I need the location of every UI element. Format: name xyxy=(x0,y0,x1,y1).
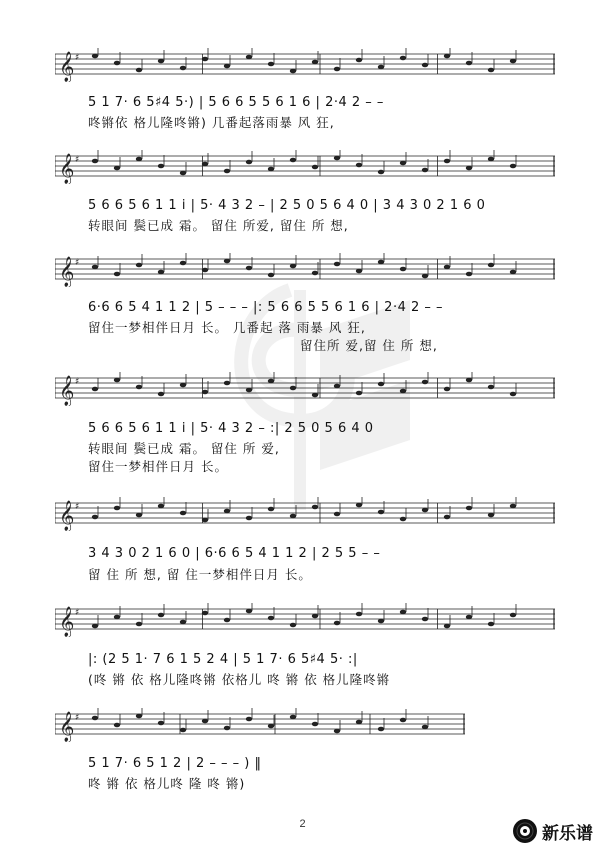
note-head xyxy=(312,165,318,170)
note-head xyxy=(268,167,274,172)
lyrics-row: 留住所 爱,留 住 所 想, xyxy=(300,338,438,353)
note-head xyxy=(224,509,230,514)
note-head xyxy=(466,378,472,383)
note-head xyxy=(246,609,252,614)
note-head xyxy=(92,159,98,164)
note-head xyxy=(268,724,274,729)
key-sharp-icon: ♯ xyxy=(75,155,80,165)
note-head xyxy=(334,262,340,267)
note-head xyxy=(488,513,494,518)
note-head xyxy=(290,386,296,391)
note-head xyxy=(334,621,340,626)
treble-clef-icon: 𝄞 xyxy=(59,52,75,82)
note-head xyxy=(246,516,252,521)
note-head xyxy=(312,393,318,398)
note-head xyxy=(290,264,296,269)
note-head xyxy=(224,381,230,386)
note-head xyxy=(92,515,98,520)
treble-clef-icon: 𝄞 xyxy=(59,607,75,637)
note-head xyxy=(158,613,164,618)
note-head xyxy=(268,616,274,621)
note-head xyxy=(444,54,450,59)
note-head xyxy=(466,506,472,511)
note-head xyxy=(356,720,362,725)
note-head xyxy=(224,169,230,174)
note-head xyxy=(378,727,384,732)
note-head xyxy=(378,510,384,515)
note-head xyxy=(246,55,252,60)
note-head xyxy=(180,261,186,266)
note-head xyxy=(290,623,296,628)
note-head xyxy=(136,263,142,268)
note-head xyxy=(510,392,516,397)
note-head xyxy=(180,620,186,625)
note-head xyxy=(290,514,296,519)
staff-system-2 xyxy=(55,150,555,184)
staff-system-4 xyxy=(55,372,555,406)
staff-system-6 xyxy=(55,603,555,637)
lyrics-row: 咚 锵 依 格儿咚 隆 咚 锵) xyxy=(88,776,246,791)
note-head xyxy=(510,164,516,169)
note-head xyxy=(356,503,362,508)
note-head xyxy=(312,271,318,276)
note-head xyxy=(378,260,384,265)
key-sharp-icon: ♯ xyxy=(75,377,80,387)
note-head xyxy=(136,157,142,162)
note-head xyxy=(422,274,428,279)
note-head xyxy=(466,61,472,66)
note-head xyxy=(290,69,296,74)
note-head xyxy=(114,166,120,171)
note-head xyxy=(114,272,120,277)
note-head xyxy=(378,619,384,624)
note-head xyxy=(422,63,428,68)
key-sharp-icon: ♯ xyxy=(75,713,80,723)
note-head xyxy=(246,717,252,722)
note-head xyxy=(400,718,406,723)
vinyl-record-icon xyxy=(512,818,538,844)
note-head xyxy=(422,617,428,622)
note-head xyxy=(268,507,274,512)
lyrics-row: (咚 锵 依 格儿隆咚锵 依格儿 咚 锵 依 格儿隆咚锵 xyxy=(88,672,391,687)
note-head xyxy=(444,515,450,520)
note-head xyxy=(158,270,164,275)
note-head xyxy=(202,268,208,273)
note-head xyxy=(136,622,142,627)
note-head xyxy=(224,259,230,264)
note-head xyxy=(356,163,362,168)
note-head xyxy=(92,387,98,392)
note-head xyxy=(488,263,494,268)
note-head xyxy=(114,61,120,66)
note-head xyxy=(378,65,384,70)
numbered-notation-row: |: (2 5 1· 7 6 1 5 2 4 | 5 1 7· 6 5♯4 5· :| xyxy=(88,652,358,667)
note-head xyxy=(202,57,208,62)
brand-logo-text: 新乐谱 xyxy=(542,823,593,844)
note-head xyxy=(510,270,516,275)
note-head xyxy=(334,384,340,389)
key-sharp-icon: ♯ xyxy=(75,258,80,268)
note-head xyxy=(312,505,318,510)
note-head xyxy=(510,613,516,618)
treble-clef-icon: 𝄞 xyxy=(59,257,75,287)
page-number: 2 xyxy=(299,818,306,830)
note-head xyxy=(202,390,208,395)
key-sharp-icon: ♯ xyxy=(75,502,80,512)
note-head xyxy=(180,66,186,71)
note-head xyxy=(158,392,164,397)
note-head xyxy=(400,267,406,272)
note-head xyxy=(400,610,406,615)
note-head xyxy=(202,611,208,616)
note-head xyxy=(334,156,340,161)
note-head xyxy=(92,265,98,270)
note-head xyxy=(356,612,362,617)
note-head xyxy=(444,387,450,392)
note-head xyxy=(510,59,516,64)
note-head xyxy=(356,269,362,274)
key-sharp-icon: ♯ xyxy=(75,53,80,63)
note-head xyxy=(422,508,428,513)
treble-clef-icon: 𝄞 xyxy=(59,154,75,184)
note-head xyxy=(466,272,472,277)
note-head xyxy=(180,171,186,176)
note-head xyxy=(312,614,318,619)
note-head xyxy=(488,622,494,627)
note-head xyxy=(136,714,142,719)
note-head xyxy=(92,716,98,721)
lyrics-row: 转眼间 鬓已成 霜。 留住 所爱, 留住 所 想, xyxy=(88,218,349,233)
note-head xyxy=(114,506,120,511)
note-head xyxy=(202,518,208,523)
note-head xyxy=(180,383,186,388)
note-head xyxy=(488,68,494,73)
note-head xyxy=(290,715,296,720)
treble-clef-icon: 𝄞 xyxy=(59,712,75,742)
note-head xyxy=(444,265,450,270)
note-head xyxy=(114,378,120,383)
note-head xyxy=(400,517,406,522)
staff-system-7 xyxy=(55,708,465,742)
note-head xyxy=(312,722,318,727)
note-head xyxy=(334,67,340,72)
note-head xyxy=(246,160,252,165)
note-head xyxy=(158,721,164,726)
note-head xyxy=(268,379,274,384)
note-head xyxy=(312,60,318,65)
note-head xyxy=(268,273,274,278)
note-head xyxy=(356,58,362,63)
numbered-notation-row: 5 1 7· 6 5♯4 5·) | 5 6 6 5 5 6 1 6 | 2·4 2 – – xyxy=(88,95,384,110)
note-head xyxy=(400,389,406,394)
note-head xyxy=(246,388,252,393)
note-head xyxy=(180,728,186,733)
note-head xyxy=(400,56,406,61)
numbered-notation-row: 5 1 7· 6 5 1 2 | 2 – – – ) ‖ xyxy=(88,756,262,771)
note-head xyxy=(136,68,142,73)
note-head xyxy=(114,615,120,620)
brand-logo[interactable] xyxy=(512,818,593,844)
note-head xyxy=(92,54,98,59)
key-sharp-icon: ♯ xyxy=(75,608,80,618)
note-head xyxy=(378,382,384,387)
lyrics-row: 留住一梦相伴日月 长。 xyxy=(88,459,228,474)
staff-system-3 xyxy=(55,253,555,287)
numbered-notation-row: 3 4 3 0 2 1 6 0 | 6·6 6 5 4 1 1 2 | 2 5 5 – – xyxy=(88,546,381,561)
note-head xyxy=(158,59,164,64)
note-head xyxy=(92,624,98,629)
note-head xyxy=(158,504,164,509)
note-head xyxy=(224,64,230,69)
note-head xyxy=(224,726,230,731)
lyrics-row: 留 住 所 想, 留 住一梦相伴日月 长。 xyxy=(88,567,312,582)
note-head xyxy=(422,725,428,730)
lyrics-row: 转眼间 鬓已成 霜。 留住 所 爱, xyxy=(88,441,280,456)
lyrics-row: 留住一梦相伴日月 长。 几番起 落 雨暴 风 狂, xyxy=(88,320,366,335)
note-head xyxy=(202,719,208,724)
note-head xyxy=(466,166,472,171)
note-head xyxy=(224,618,230,623)
treble-clef-icon: 𝄞 xyxy=(59,501,75,531)
note-head xyxy=(400,161,406,166)
note-head xyxy=(378,170,384,175)
note-head xyxy=(180,511,186,516)
note-head xyxy=(136,513,142,518)
note-head xyxy=(488,385,494,390)
note-head xyxy=(334,512,340,517)
treble-clef-icon: 𝄞 xyxy=(59,376,75,406)
lyrics-row: 咚锵依 格儿隆咚锵) 几番起落雨暴 风 狂, xyxy=(88,115,335,130)
note-head xyxy=(246,266,252,271)
note-head xyxy=(334,729,340,734)
numbered-notation-row: 5 6 6 5 6 1 1 i | 5· 4 3 2 – :| 2 5 0 5 6 4 0 xyxy=(88,421,374,436)
note-head xyxy=(136,385,142,390)
note-head xyxy=(202,162,208,167)
note-head xyxy=(422,380,428,385)
note-head xyxy=(114,723,120,728)
note-head xyxy=(422,168,428,173)
note-head xyxy=(466,615,472,620)
note-head xyxy=(444,624,450,629)
staff-system-1 xyxy=(55,48,555,82)
note-head xyxy=(444,159,450,164)
note-head xyxy=(158,164,164,169)
note-head xyxy=(268,62,274,67)
note-head xyxy=(488,157,494,162)
note-head xyxy=(356,391,362,396)
numbered-notation-row: 6·6 6 5 4 1 1 2 | 5 – – – |: 5 6 6 5 5 6 1 6 | 2·4 2 – – xyxy=(88,300,444,315)
note-head xyxy=(510,504,516,509)
staff-system-5 xyxy=(55,497,555,531)
note-head xyxy=(290,158,296,163)
numbered-notation-row: 5 6 6 5 6 1 1 i | 5· 4 3 2 – | 2 5 0 5 6 4 0 | 3 4 3 0 2 1 6 0 xyxy=(88,198,486,213)
